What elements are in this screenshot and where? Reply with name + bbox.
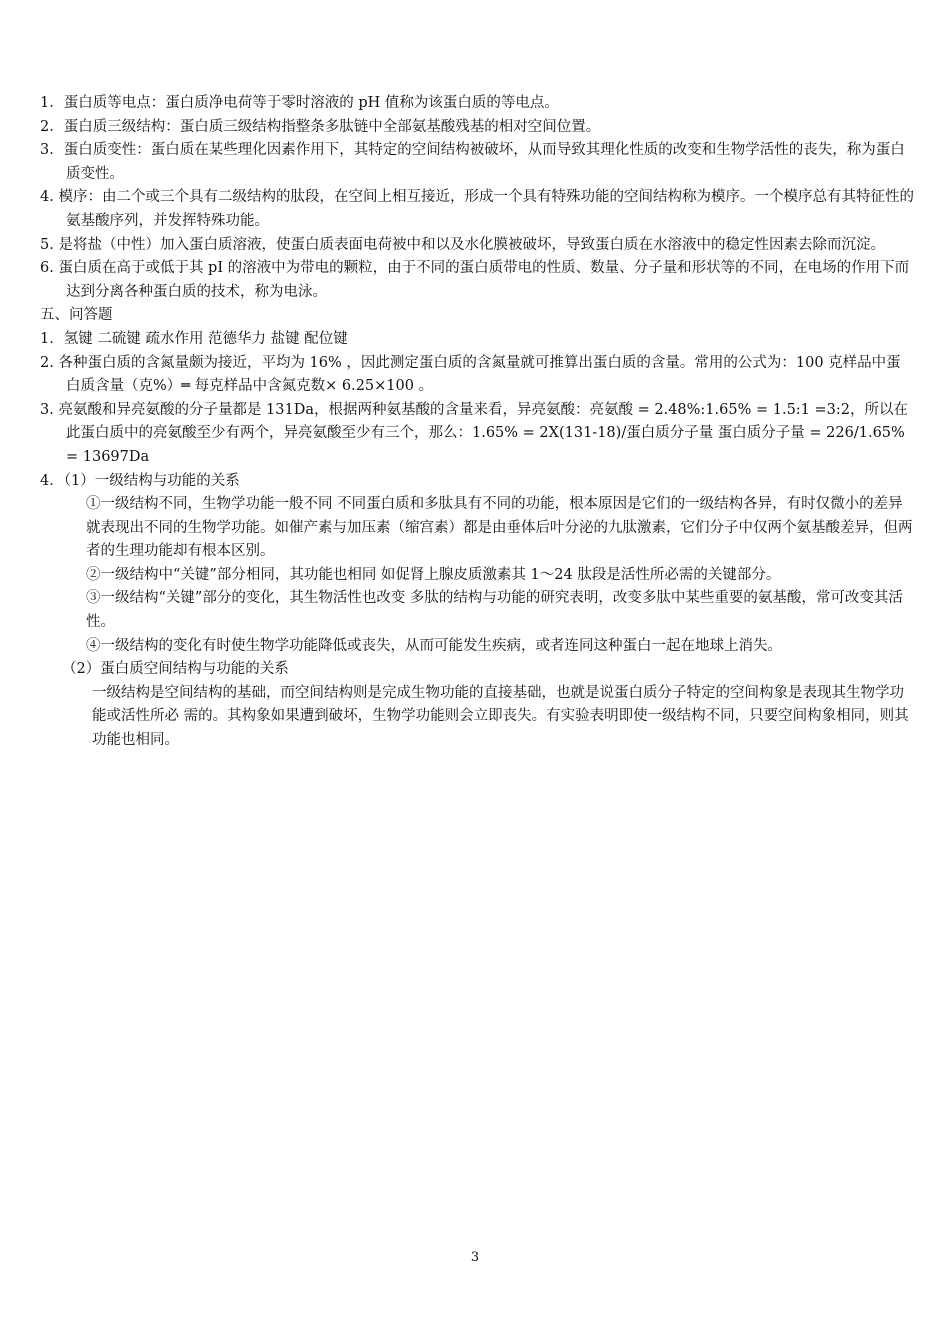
answer-1: 1．氢键 二硫键 疏水作用 范德华力 盐键 配位键: [40, 330, 348, 347]
answer-2: 2. 各种蛋白质的含氮量颇为接近，平均为 16% ，因此测定蛋白质的含氮量就可推算出蛋白质的含量。常用的公式为：100 克样品中蛋白质含量（克%）═ 每克样品中含氮克数× 6.25×100 。: [40, 354, 901, 395]
definition-6: 6. 蛋白质在高于或低于其 pI 的溶液中为带电的颗粒，由于不同的蛋白质带电的性质、数量、分子量和形状等的不同，在电场的作用下而达到分离各种蛋白质的技术，称为电泳。: [40, 260, 910, 300]
page-number: 3: [470, 1250, 480, 1265]
answer-4-label: 4．（1）一级结构与功能的关系: [40, 472, 240, 489]
definition-2: 2．蛋白质三级结构：蛋白质三级结构指整条多肽链中全部氨基酸残基的相对空间位置。: [40, 118, 601, 135]
answer-4-part2-text: 一级结构是空间结构的基础，而空间结构则是完成生物功能的直接基础，也就是说蛋白质分子特定的空间构象是表现其生物学功能或活性所必 需的。其构象如果遭到破坏，生物学功能则会立即丧失。有实验表明即使一级结构不同，只要空间构象相同，则其功能也相同。: [92, 684, 909, 749]
answer-3: 3. 亮氨酸和异亮氨酸的分子量都是 131Da，根据两种氨基酸的含量来看，异亮氨酸：亮氨酸 = 2.48%:1.65% = 1.5:1 =3:2，所以在此蛋白质中的亮氨酸至少有两个，异亮氨酸至少有三个，那么：1.65% = 2X(131-18)/蛋白质分子量 蛋白质分子量 = 226/1.65% = 13697Da: [40, 401, 909, 465]
answer-4-point-1: ①一级结构不同，生物学功能一般不同 不同蛋白质和多肽具有不同的功能，根本原因是它们的一级结构各异，有时仅微小的差异就表现出不同的生物学功能。如催产素与加压素（缩宫素）都是由垂体后叶分泌的九肽激素，它们分子中仅两个氨基酸差异，但两者的生理功能却有根本区别。: [86, 496, 913, 560]
answer-4-point-2: ②一级结构中“关键”部分相同，其功能也相同 如促肾上腺皮质激素其 1～24 肽段是活性所必需的关键部分。: [86, 566, 781, 583]
definition-4: 4. 模序：由二个或三个具有二级结构的肽段，在空间上相互接近，形成一个具有特殊功能的空间结构称为模序。一个模序总有其特征性的氨基酸序列，并发挥特殊功能。: [40, 189, 914, 229]
answer-4-part2-label: （2）蛋白质空间结构与功能的关系: [62, 661, 289, 678]
definition-3: 3．蛋白质变性：蛋白质在某些理化因素作用下，其特定的空间结构被破坏，从而导致其理化性质的改变和生物学活性的丧失，称为蛋白质变性。: [40, 142, 905, 182]
document-page: [40, 92, 915, 753]
answer-4-point-3: ③一级结构“关键”部分的变化，其生物活性也改变 多肽的结构与功能的研究表明，改变多肽中某些重要的氨基酸，常可改变其活性。: [86, 590, 903, 631]
definition-1: 1．蛋白质等电点：蛋白质净电荷等于零时溶液的 pH 值称为该蛋白质的等电点。: [40, 95, 559, 111]
answer-4-point-4: ④一级结构的变化有时使生物学功能降低或丧失，从而可能发生疾病，或者连同这种蛋白一起在地球上消失。: [86, 637, 782, 654]
section-heading: 五、问答题: [40, 307, 113, 324]
definition-5: 5. 是将盐（中性）加入蛋白质溶液，使蛋白质表面电荷被中和以及水化膜被破坏，导致蛋白质在水溶液中的稳定性因素去除而沉淀。: [40, 236, 885, 253]
